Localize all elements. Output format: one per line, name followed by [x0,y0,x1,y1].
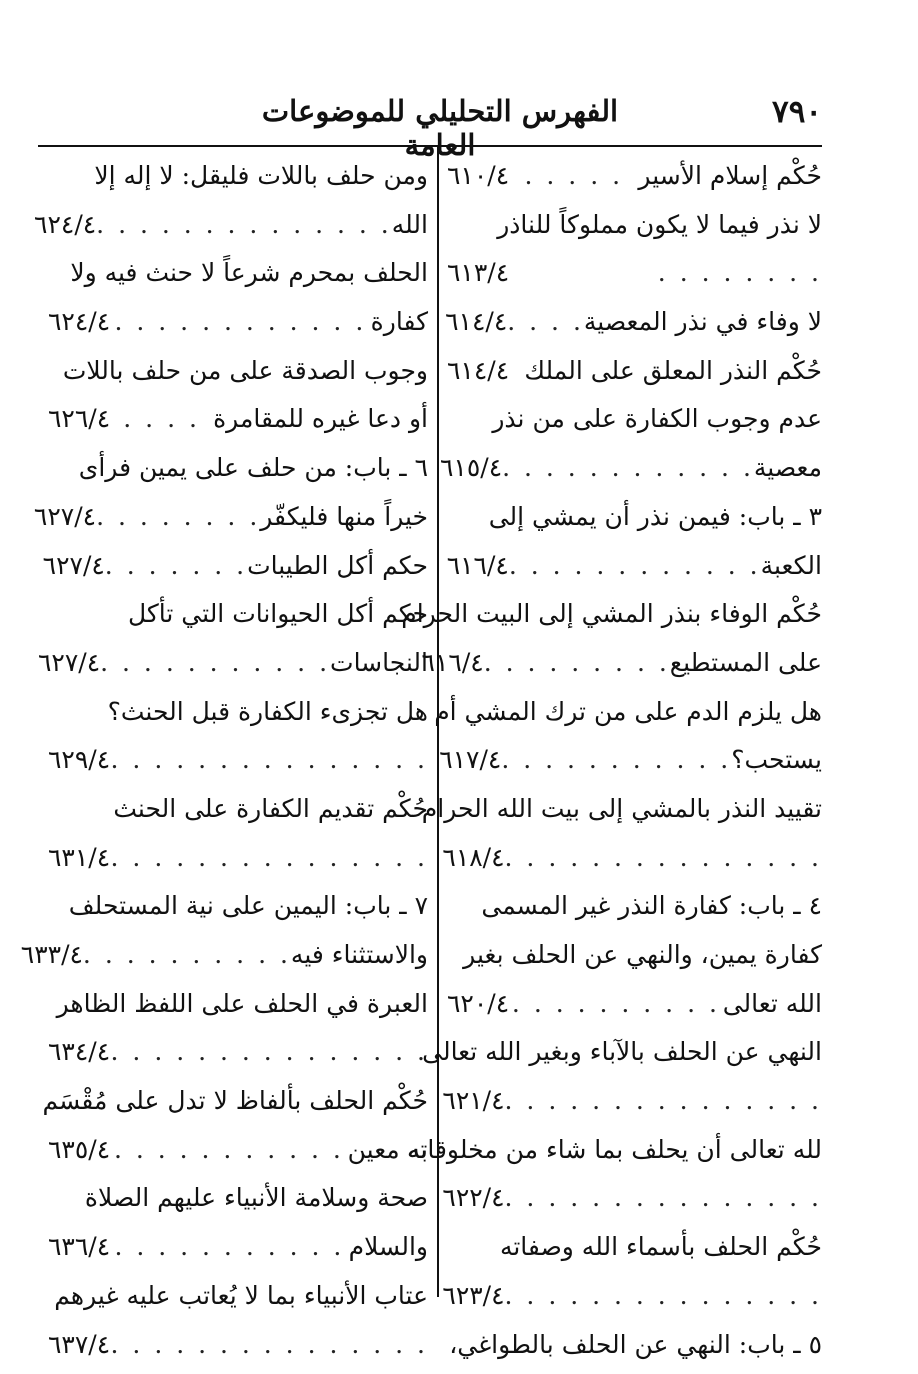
page-reference: ٦٣٥/٤ [48,1134,111,1164]
entry-text: ومن حلف باللات فليقل: لا إله إلا [94,161,428,190]
index-entry-line [48,736,428,785]
dot-leader: . . . . [123,404,200,434]
page-reference: ٦٢١/٤ [442,1086,505,1116]
index-entry-line [48,444,428,493]
dot-leader: . . . . . . . [104,550,248,580]
dot-leader: . . . . . . . . . . . [501,745,732,775]
page-reference: ٦٢٧/٤ [33,501,97,531]
index-entry-line [48,1028,428,1077]
left-column [20,152,428,1369]
entry-text: تقييد النذر بالمشي إلى بيت الله الحرام [421,793,822,823]
index-entry-line [447,201,822,250]
page-reference: ٦٢٠/٤ [447,988,510,1018]
dot-leader: . . . . . . . . . . . . . . . [110,1329,428,1359]
index-entry-line [447,298,822,347]
dot-leader: . . . . . . . . . . . . [508,550,761,580]
entry-text: الله [391,209,428,239]
index-entry-line [447,347,822,396]
dot-leader: . . . . . . . . . . . [114,1232,345,1262]
entry-text: على المستطيع [669,647,822,677]
dot-leader: . . . . . . . . . . . . . . . [504,1183,822,1213]
page-reference: ٦٢٤/٤ [34,209,97,239]
index-entry-line [442,1077,822,1126]
index-entry-line [33,493,428,542]
header-rule [38,145,822,147]
page-reference: ٦٣١/٤ [48,842,111,872]
page-reference: ٦١٦/٤ [421,647,484,677]
entry-text: خيراً منها فليكفّر [260,501,428,531]
page-reference: ٦٢٤/٤ [48,307,111,337]
entry-text: والسلام [348,1232,428,1262]
entry-text: ٥ ـ باب: النهي عن الحلف بالطواغي، [449,1329,822,1359]
index-entry-line [447,542,822,591]
index-entry-line [439,444,822,493]
page-reference: ٦١٣/٤ [447,258,510,288]
index-entry-line [421,639,822,688]
entry-text: الكعبة [760,550,822,580]
index-entry-line [447,249,822,298]
index-entry-line [447,1223,822,1272]
dot-leader: . . . . . . . . . . . . . . . [110,745,428,775]
entry-text: لله تعالى أن يحلف بما شاء من مخلوقاته [407,1134,822,1164]
entry-text: حُكْم الوفاء بنذر المشي إلى البيت الحرام [401,599,822,629]
entry-text: هل يلزم الدم على من ترك المشي أم [434,696,822,726]
index-entry-line [48,347,428,396]
dot-leader: . . . . . . . . . . . . . . . [504,1086,822,1116]
index-entry-line [20,931,428,980]
page-reference: ٦١٠/٤ [447,161,510,190]
index-entry-line [422,1028,822,1077]
index-entry-line [48,882,428,931]
entry-text: حُكْم تقديم الكفارة على الحنث [113,793,428,823]
page-reference: ٦٣٤/٤ [48,1037,111,1067]
page-reference: ٦١٨/٤ [442,842,505,872]
index-entry-line [48,152,428,201]
right-column [401,152,822,1369]
dot-leader: . . . . . . . . . . . . [114,307,367,337]
page-reference: ٦٣٧/٤ [48,1329,111,1359]
index-entry-line [442,834,822,883]
dot-leader: . . . . . . . . . . [82,940,291,969]
dot-leader: . . . . . . . . . . [511,988,720,1018]
dot-leader: . . . . . . . . . . . . . . . [504,1280,822,1310]
entry-text: به معين [347,1134,428,1164]
index-entry-line [447,882,822,931]
entry-text: لا وفاء في نذر المعصية [583,307,822,337]
index-entry-line [48,590,428,639]
index-entry-line [434,688,822,737]
entry-text: ٤ ـ باب: كفارة النذر غير المسمى [481,891,822,921]
dot-leader: . . . . . . . . . . . . [502,453,754,483]
page-reference: ٦٣٣/٤ [20,940,83,969]
entry-text: كفارة يمين، والنهي عن الحلف بغير [463,940,822,969]
entry-text: النجاسات [330,647,428,677]
index-entry-line [34,201,428,250]
index-entry-line [447,493,822,542]
index-entry-line [48,688,428,737]
entry-text: الله تعالى [722,988,822,1018]
dot-leader: . . . . . . . . . . . . . . . [110,1037,428,1067]
index-entry-line [48,785,428,834]
entry-text: الحلف بمحرم شرعاً لا حنث فيه ولا [70,258,428,288]
index-entry-line [401,590,822,639]
entry-text: لا نذر فيما لا يكون مملوكاً للناذر [497,209,822,239]
entry-text: حكم أكل الحيوانات التي تأكل [127,599,428,629]
index-entry-line [38,639,428,688]
entry-text: حكم أكل الطيبات [247,550,428,580]
entry-text: معصية [753,453,822,483]
index-entry-line [407,1126,822,1175]
index-entry-line [447,1321,822,1370]
index-entry-line [447,980,822,1029]
index-entry-line [442,1272,822,1321]
entry-text: أو دعا غيره للمقامرة [213,404,428,434]
entry-text: كفارة [370,307,428,337]
index-entry-line [42,542,428,591]
entry-text: حُكْم النذر المعلق على الملك [524,355,822,385]
index-entry-line [48,395,428,444]
dot-leader: . . . . . [524,161,624,190]
index-entry-line [48,1174,428,1223]
dot-leader: . . . . . . . . . . . [113,1134,344,1164]
dot-leader: . . . . . . . . . [483,647,670,677]
entry-text: النهي عن الحلف بالآباء وبغير الله تعالى [422,1037,822,1067]
index-entry-line [447,395,822,444]
index-entry-line [447,152,822,201]
index-entry-line [48,1321,428,1370]
index-entry-line [48,249,428,298]
index-entry-line [48,834,428,883]
index-entry-line [439,736,822,785]
page-reference: ٦١٤/٤ [445,307,508,337]
index-entry-line [42,1077,428,1126]
entry-text: عدم وجوب الكفارة على من نذر [492,404,822,434]
index-entry-line [442,1174,822,1223]
page-reference: ٦٢٢/٤ [442,1183,505,1213]
index-entry-line [48,980,428,1029]
entry-text: ٧ ـ باب: اليمين على نية المستحلف [68,891,428,921]
dot-leader: . . . . . . . . [657,258,822,288]
page-reference: ٦٣٦/٤ [48,1232,111,1262]
page-reference: ٦١٦/٤ [446,550,509,580]
index-entry-line [48,1126,428,1175]
page-reference: ٦١٧/٤ [439,745,502,775]
dot-leader: . . . . . . . . [96,501,261,531]
entry-text: يستحب؟ [731,745,822,775]
entry-text: حُكْم إسلام الأسير [638,161,822,190]
page-reference: ٦٢٧/٤ [38,647,101,677]
page-reference: ٦٢٧/٤ [42,550,105,580]
entry-text: حُكْم الحلف بأسماء الله وصفاته [499,1232,822,1262]
page-reference: ٦٢٩/٤ [48,745,111,775]
index-entry-line [48,1272,428,1321]
entry-text: العبرة في الحلف على اللفظ الظاهر [56,988,428,1018]
entry-text: ٣ ـ باب: فيمن نذر أن يمشي إلى [488,501,822,531]
dot-leader: . . . . . . . . . . . . . . [96,209,392,239]
entry-text: وجوب الصدقة على من حلف باللات [62,355,428,385]
entry-text: صحة وسلامة الأنبياء عليهم الصلاة [84,1183,428,1213]
page-number: ٧٩٠ [772,94,822,130]
index-entry-line [421,785,822,834]
entry-text: ٦ ـ باب: من حلف على يمين فرأى [78,453,428,483]
entry-text: والاستثناء فيه [290,940,428,969]
index-entry-line [447,931,822,980]
page-reference: ٦٢٦/٤ [48,404,111,434]
index-entry-line [48,298,428,347]
page-reference: ٦١٤/٤ [447,355,510,385]
entry-text: عتاب الأنبياء بما لا يُعاتب عليه غيرهم [54,1280,428,1310]
dot-leader: . . . . . . . . . . . . . . . [504,842,822,872]
dot-leader: . . . . . . . . . . . [100,647,331,677]
dot-leader: . . . . [507,307,584,337]
page-reference: ٦٢٣/٤ [442,1280,505,1310]
running-title: الفهرس التحليلي للموضوعات العامة [261,94,619,162]
dot-leader: . . . . . . . . . . . . . . . [110,842,428,872]
entry-text: حُكْم الحلف بألفاظ لا تدل على مُقْسَم [42,1086,428,1116]
index-entry-line [48,1223,428,1272]
entry-text: هل تجزىء الكفارة قبل الحنث؟ [107,696,428,726]
page-reference: ٦١٥/٤ [439,453,503,483]
